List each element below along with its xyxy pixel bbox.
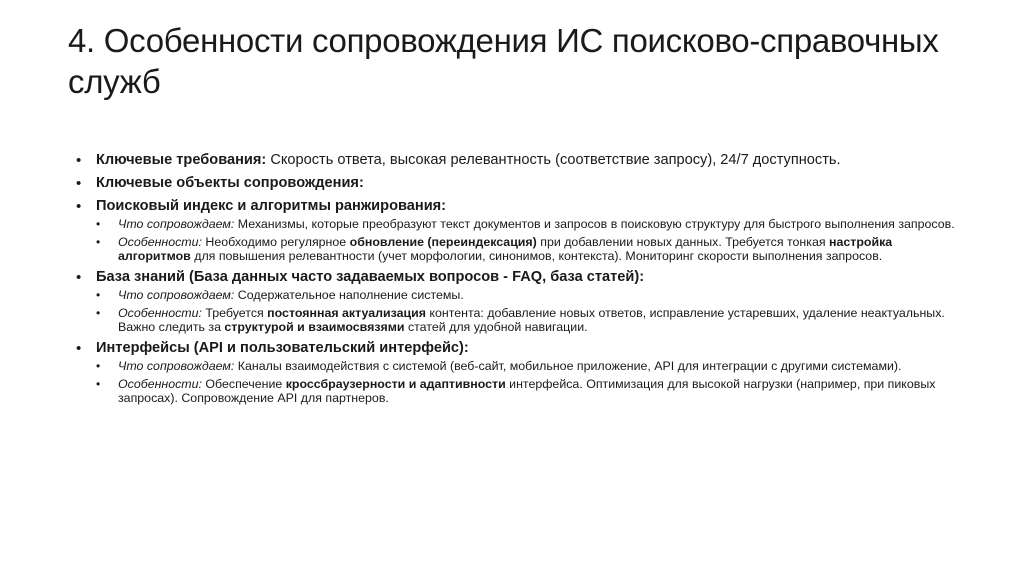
slide-title: 4. Особенности сопровождения ИС поисково-справочных служб [68,22,939,100]
sub-text: для повышения релевантности (учет морфологии, синонимов, контекста). Мониторинг скорости выполнения запросов. [190,249,883,263]
sub-lead: Что сопровождаем: [118,359,235,373]
bullet-list [76,152,956,405]
sub-text: интерфейса. Оптимизация для высокой нагрузки (например, при пиковых запросах). Сопровождение API для партнеров. [118,377,936,405]
sub-bullet-features [96,306,956,334]
sub-text: Механизмы, которые преобразуют текст документов и запросов в поисковую структуру для быстрого выполнения запросов. [234,217,955,231]
sub-bullet-features [96,377,956,405]
bullet-label: База знаний (База данных часто задаваемых вопросов - FAQ, база статей): [96,269,645,285]
sub-text: Требуется [201,306,268,320]
sub-text: Содержательное наполнение системы. [234,288,464,302]
sub-lead: Особенности: [118,377,202,391]
sub-lead: Особенности: [118,235,202,249]
sub-text: Необходимо регулярное [201,235,350,249]
sub-bullet-what [96,359,956,373]
sub-bold: настройка алгоритмов [118,235,893,263]
sub-text: статей для удобной навигации. [404,320,588,334]
sub-bullet-what [96,288,956,302]
sub-bold: постоянная актуализация [267,306,426,320]
sub-text: при добавлении новых данных. Требуется тонкая [536,235,829,249]
sub-bold: структурой и взаимосвязями [224,320,405,334]
sub-text: контента: добавление новых ответов, исправление устаревших, удаление неактуальных. Важно следить за [118,306,945,334]
sub-list [96,288,956,334]
sub-text: Обеспечение [201,377,286,391]
bullet-text: Скорость ответа, высокая релевантность (соответствие запросу), 24/7 доступность. [266,152,841,168]
bullet-label: Интерфейсы (API и пользовательский интерфейс): [96,340,469,356]
sub-list [96,217,956,263]
sub-lead: Что сопровождаем: [118,288,235,302]
sub-text: Каналы взаимодействия с системой (веб-сайт, мобильное приложение, API для интеграции с другими системами). [234,359,902,373]
bullet-label: Поисковый индекс и алгоритмы ранжирования: [96,198,447,214]
sub-bold: обновление (переиндексация) [349,235,537,249]
bullet-interfaces [76,340,956,405]
sub-bullet-features [96,235,956,263]
sub-bold: кроссбраузерности и адаптивности [285,377,506,391]
sub-lead: Особенности: [118,306,202,320]
sub-list [96,359,956,405]
bullet-label: Ключевые объекты сопровождения: [96,175,364,191]
slide-content [76,152,956,411]
bullet-key-objects [76,175,956,192]
sub-lead: Что сопровождаем: [118,217,235,231]
bullet-search-index [76,198,956,263]
bullet-knowledge-base [76,269,956,334]
sub-bullet-what [96,217,956,231]
bullet-label: Ключевые требования: [96,152,267,168]
bullet-key-requirements [76,152,956,169]
